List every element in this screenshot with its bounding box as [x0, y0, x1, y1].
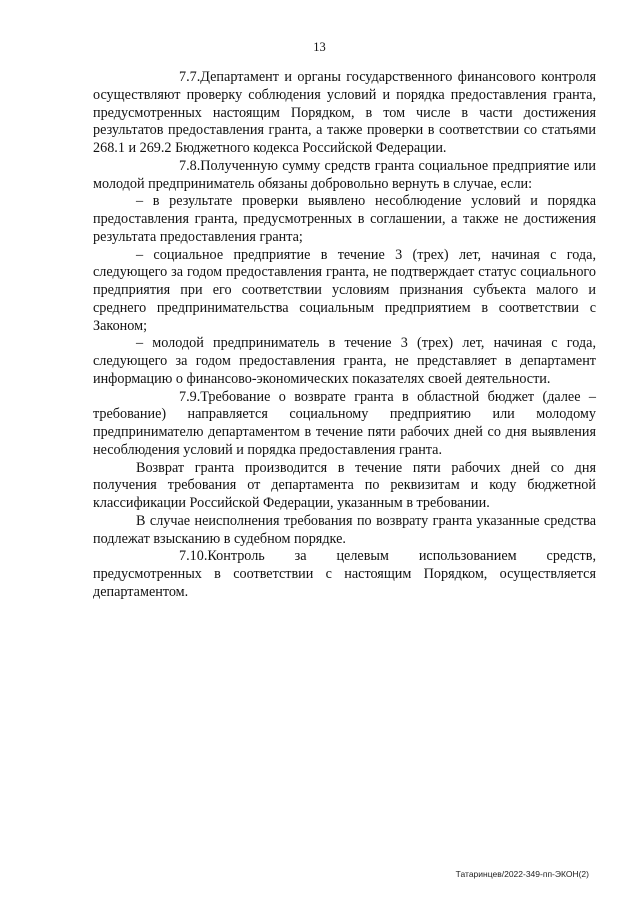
paragraph-7-7	[93, 69, 596, 158]
paragraph-7-10	[93, 548, 596, 601]
page-number: 13	[313, 40, 326, 54]
paragraph-text: Департамент и органы государственного финансового контроля осуществляют проверку соблюдения условий и порядка предоставления гранта, предусмотренных настоящим Порядком, в том числе в части достижения результатов предоставления гранта, а также проверки в соответствии со статьями 268.1 и 269.2 Бюджетного кодекса Российской Федерации.	[93, 69, 596, 156]
document-footer-code: Татаринцев/2022-349-пп-ЭКОН(2)	[455, 869, 589, 879]
clause-number: 7.8.	[179, 157, 201, 174]
document-body	[93, 69, 596, 602]
paragraph-7-9	[93, 389, 596, 460]
clause-number: 7.10.	[179, 548, 208, 565]
paragraph-text: – в результате проверки выявлено несоблюдение условий и порядка предоставления гранта, предусмотренных в соглашении, а также не достижения результата предоставления гранта;	[93, 193, 596, 245]
paragraph-text: Контроль за целевым использованием средств, предусмотренных в соответствии с настоящим Порядком, осуществляется департаментом.	[93, 548, 596, 600]
paragraph-7-8	[93, 158, 596, 194]
paragraph-text: – социальное предприятие в течение 3 (трех) лет, начиная с года, следующего за годом предоставления гранта, не подтверждает статус социального предприятия при его соответствии условиям признания субъекта малого и среднего предпринимательства социальным предприятием в соответствии с Законом;	[93, 246, 596, 334]
paragraph-text: – молодой предприниматель в течение 3 (трех) лет, начиная с года, следующего за годом предоставления гранта, не представляет в департамент информацию о финансово-экономических показателях своей деятельности.	[93, 335, 596, 387]
paragraph-text: Возврат гранта производится в течение пяти рабочих дней со дня получения требования от департамента по реквизитам и коду бюджетной классификации Российской Федерации, указанным в требовании.	[93, 459, 596, 511]
clause-number: 7.9.	[179, 388, 201, 405]
clause-number: 7.7.	[179, 69, 201, 85]
paragraph-text: Полученную сумму средств гранта социальное предприятие или молодой предприниматель обязаны добровольно вернуть в случае, если:	[93, 157, 596, 192]
list-item-social-enterprise	[93, 247, 596, 336]
list-item-young-entrepreneur	[93, 335, 596, 388]
paragraph-refund-term	[93, 460, 596, 513]
paragraph-text: Требование о возврате гранта в областной бюджет (далее – требование) направляется социальному предприятию или молодому предпринимателю департаментом в течение пяти рабочих дней со дня выявления несоблюдения условий и порядка предоставления гранта.	[93, 388, 596, 458]
paragraph-text: В случае неисполнения требования по возврату гранта указанные средства подлежат взысканию в судебном порядке.	[93, 512, 596, 547]
list-item-violation	[93, 193, 596, 246]
paragraph-court-recovery	[93, 513, 596, 549]
